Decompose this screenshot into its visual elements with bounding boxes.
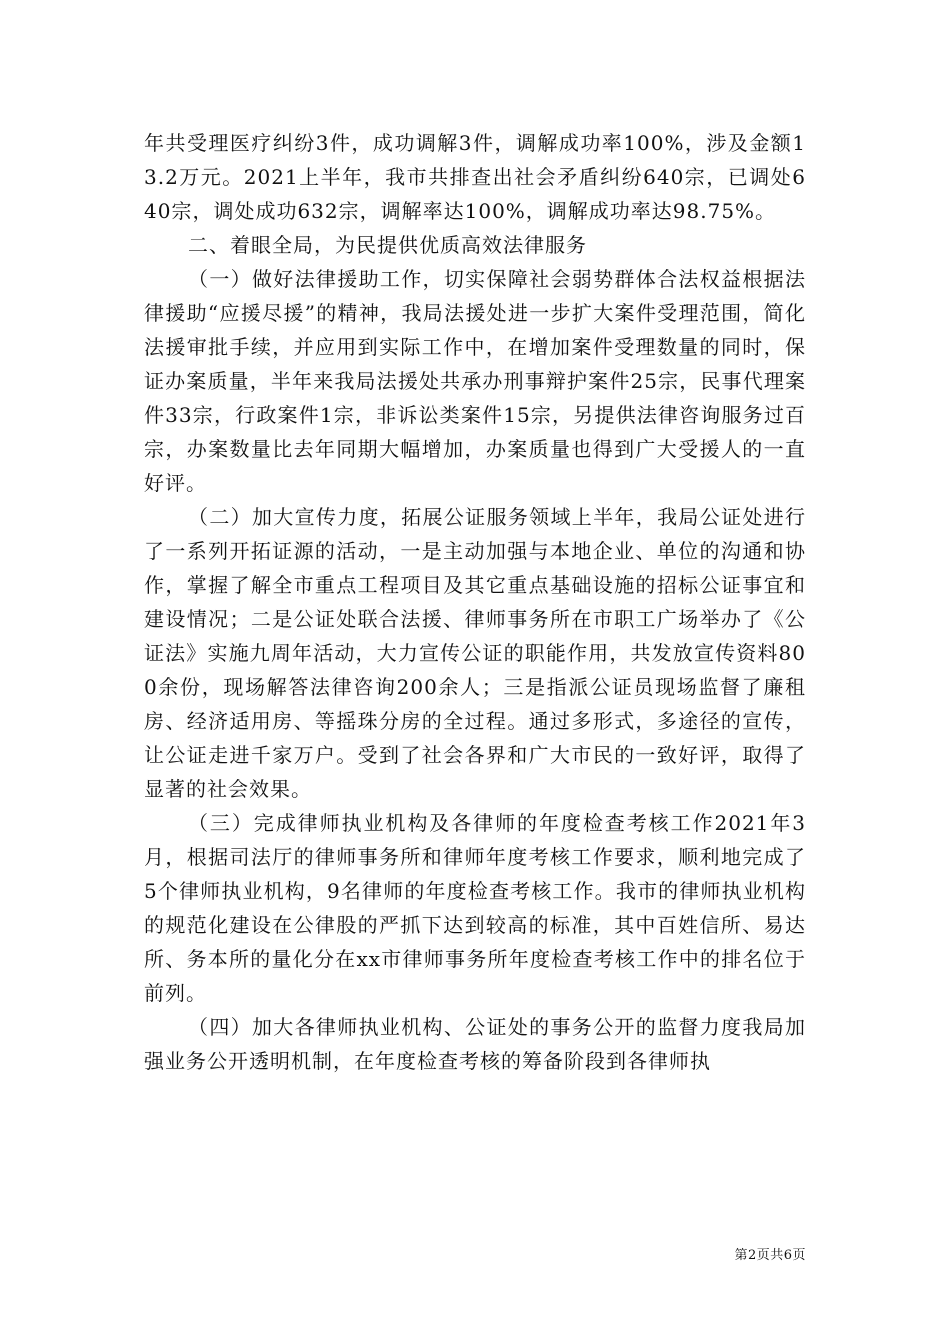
paragraph-supervision: （四）加大各律师执业机构、公证处的事务公开的监督力度我局加强业务公开透明机制，在年度检查考核的筹备阶段到各律师执	[144, 1015, 806, 1073]
section-heading-two: 二、着眼全局，为民提供优质高效法律服务	[188, 233, 587, 257]
paragraph-continuation: 年共受理医疗纠纷3件，成功调解3件，调解成功率100%，涉及金额13.2万元。2021上半年，我市共排查出社会矛盾纠纷640宗，已调处640宗，调处成功632宗，调解率达100%，调解成功率达98.75%。	[144, 131, 806, 223]
document-body	[144, 126, 806, 1078]
paragraph-notary-publicity: （二）加大宣传力度，拓展公证服务领域上半年，我局公证处进行了一系列开拓证源的活动，一是主动加强与本地企业、单位的沟通和协作，掌握了解全市重点工程项目及其它重点基础设施的招标公证事宜和建设情况；二是公证处联合法援、律师事务所在市职工广场举办了《公证法》实施九周年活动，大力宣传公证的职能作用，共发放宣传资料800余份，现场解答法律咨询200余人；三是指派公证员现场监督了廉租房、经济适用房、等摇珠分房的全过程。通过多形式，多途径的宣传，让公证走进千家万户。受到了社会各界和广大市民的一致好评，取得了显著的社会效果。	[144, 505, 806, 801]
paragraph-lawyer-review: （三）完成律师执业机构及各律师的年度检查考核工作2021年3月，根据司法厅的律师事务所和律师年度考核工作要求，顺利地完成了5个律师执业机构，9名律师的年度检查考核工作。我市的律师执业机构的规范化建设在公律股的严抓下达到较高的标准，其中百姓信所、易达所、务本所的量化分在xx市律师事务所年度检查考核工作中的排名位于前列。	[144, 811, 806, 1005]
paragraph-legal-aid: （一）做好法律援助工作，切实保障社会弱势群体合法权益根据法律援助“应援尽援”的精神，我局法援处进一步扩大案件受理范围，简化法援审批手续，并应用到实际工作中，在增加案件受理数量的同时，保证办案质量，半年来我局法援处共承办刑事辩护案件25宗，民事代理案件33宗，行政案件1宗，非诉讼类案件15宗，另提供法律咨询服务过百宗，办案数量比去年同期大幅增加，办案质量也得到广大受援人的一直好评。	[144, 267, 806, 495]
page-number-footer: 第2页共6页	[734, 1248, 806, 1263]
